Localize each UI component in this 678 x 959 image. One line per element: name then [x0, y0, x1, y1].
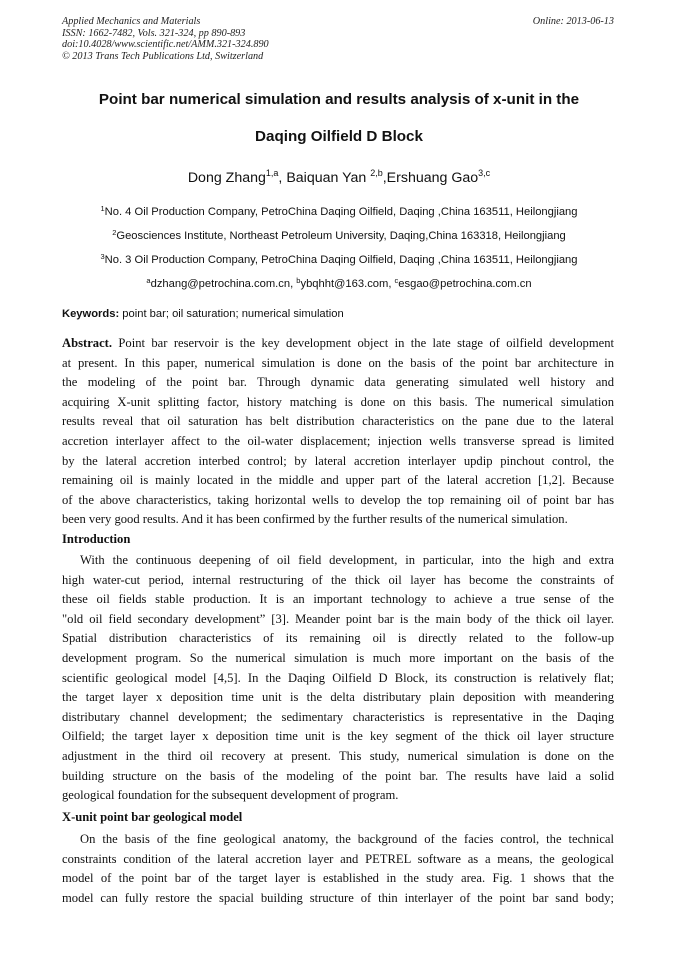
- affiliation-text: No. 4 Oil Production Company, PetroChina Daqing Oilfield, Daqing ,China 163511, Heilongjiang: [104, 206, 578, 218]
- abstract-line: accretion interlayer affect to the oil-water displacement; injection wells transverse spread is limited: [62, 433, 614, 448]
- abstract-line: remaining oil is mainly located in the middle and upper part of the lateral accretion [1,2]. Because: [62, 473, 614, 488]
- email-line: [30, 277, 648, 291]
- affiliation-marker: 3: [100, 252, 105, 261]
- affiliation-text: No. 3 Oil Production Company, PetroChina Daqing Oilfield, Daqing ,China 163511, Heilongjiang: [104, 254, 578, 266]
- issn-line: ISSN: 1662-7482, Vols. 321-324, pp 890-893: [62, 27, 246, 39]
- affiliation-marker: 1: [100, 204, 105, 213]
- online-date: Online: 2013-06-13: [532, 16, 614, 27]
- body-line: On the basis of the fine geological anatomy, the background of the facies control, the technical: [80, 832, 614, 846]
- body-line: model can fully restore the spacial building structure of thin interlayer of the point bar sand body;: [62, 890, 614, 905]
- xunit-body: [62, 830, 614, 908]
- abstract-line-text: Point bar reservoir is the key development object in the late stage of oilfield development: [112, 336, 614, 350]
- email-address: esgao@petrochina.com.cn: [398, 278, 532, 290]
- author-list: [40, 169, 638, 187]
- body-line: high water-cut period, internal restructuring of the thick oil layer has become the constraints of: [62, 572, 614, 587]
- body-line: model of the point bar of the target layer is established in the study area. Fig. 1 shows that the: [62, 871, 614, 886]
- email-marker: b: [296, 276, 301, 285]
- body-line: scientific geological model [4,5]. In the Daqing Oilfield D Block, its construction is relatively flat;: [62, 670, 614, 685]
- abstract-label: Abstract.: [62, 336, 113, 350]
- affiliation-2: [30, 229, 648, 243]
- doi-line: doi:10.4028/www.scientific.net/AMM.321-324.890: [62, 39, 269, 51]
- author-name: Dong Zhang: [187, 170, 266, 186]
- body-line: Oilfield; the target layer x deposition time unit is the key segment of the thick oil layer structure: [62, 729, 614, 744]
- section-heading-introduction: Introduction: [62, 532, 131, 546]
- body-line: development program. So the numerical simulation is much more important on the basis of the: [62, 650, 614, 665]
- body-line: Spatial distribution characteristics of its remaining oil is directly related to the follow-up: [62, 631, 614, 646]
- abstract-line: acquiring X-unit splitting factor, history matching is done on this basis. The numerical simulation: [62, 394, 614, 409]
- copyright-line: © 2013 Trans Tech Publications Ltd, Switzerland: [62, 50, 264, 62]
- author-name: Baiquan Yan: [286, 170, 371, 186]
- body-line: geological foundation for the subsequent development of program.: [62, 788, 399, 803]
- body-line: building structure on the basis of the modeling of the point bar. The results have laid a solid: [62, 768, 614, 783]
- body-line: distributary channel development; the sedimentary characteristics is representative in the Daqing: [62, 709, 614, 724]
- abstract-line: results reveal that oil saturation has belt distribution characteristics on the pane due to the lateral: [62, 414, 614, 429]
- paper-title-line-1: Point bar numerical simulation and results analysis of x-unit in the: [98, 91, 580, 108]
- abstract-line: [62, 334, 614, 354]
- author-separator: ,: [278, 170, 287, 186]
- abstract-line: the modeling of the point bar. Through dynamic data generating simulated well history and: [62, 375, 614, 390]
- email-address: ybqhht@163.com,: [300, 278, 395, 290]
- body-line: constraints condition of the lateral accretion layer and PETREL software as a means, the geological: [62, 851, 614, 866]
- paper-title-line-2: Daqing Oilfield D Block: [255, 128, 423, 145]
- email-marker: a: [146, 276, 151, 285]
- author-superscript: 2,b: [370, 168, 383, 178]
- abstract-line: at present. In this paper, numerical simulation is done on the basis of the point bar architecture in: [62, 355, 614, 370]
- abstract-line: of the above characteristics, taking horizontal wells to develop the top remaining oil of point bar has: [62, 492, 614, 507]
- abstract-line: by the lateral accretion interbed control; by lateral accretion interlayer updip pinchout control, the: [62, 453, 614, 468]
- body-line: With the continuous deepening of oil field development, in particular, into the high and extra: [80, 553, 614, 567]
- keywords-text: point bar; oil saturation; numerical simulation: [119, 308, 344, 320]
- email-marker: c: [394, 276, 399, 285]
- author-superscript: 3,c: [478, 168, 491, 178]
- body-line: "old oil field secondary development” [3]. Meander point bar is the main body of the thick oil layer.: [62, 611, 614, 626]
- abstract-line: been very good results. And it has been confirmed by the further results of the numerical simulation.: [62, 512, 568, 527]
- introduction-body: [62, 551, 614, 806]
- keywords-label: Keywords:: [62, 308, 120, 320]
- affiliation-marker: 2: [112, 228, 117, 237]
- email-address: dzhang@petrochina.com.cn,: [150, 278, 297, 290]
- body-line: these oil fields stable production. It is an important technology to achieve a true sense of the: [62, 592, 614, 607]
- abstract: [62, 334, 614, 530]
- body-line: the target layer x deposition time unit is the delta distributary plain deposition with meandering: [62, 690, 614, 705]
- journal-header: [62, 16, 269, 62]
- section-heading-xunit-model: X-unit point bar geological model: [62, 810, 243, 824]
- keywords: [62, 307, 344, 321]
- affiliation-3: [30, 253, 648, 267]
- journal-name: Applied Mechanics and Materials: [62, 16, 201, 27]
- body-line: adjustment in the third oil recovery at present. This study, numerical simulation is done on the: [62, 748, 614, 763]
- author-superscript: 1,a: [265, 168, 279, 178]
- author-separator: ,: [382, 170, 387, 186]
- author-name: Ershuang Gao: [386, 170, 479, 186]
- affiliation-text: Geosciences Institute, Northeast Petroleum University, Daqing,China 163318, Heilongjiang: [116, 230, 566, 242]
- affiliation-1: [30, 205, 648, 219]
